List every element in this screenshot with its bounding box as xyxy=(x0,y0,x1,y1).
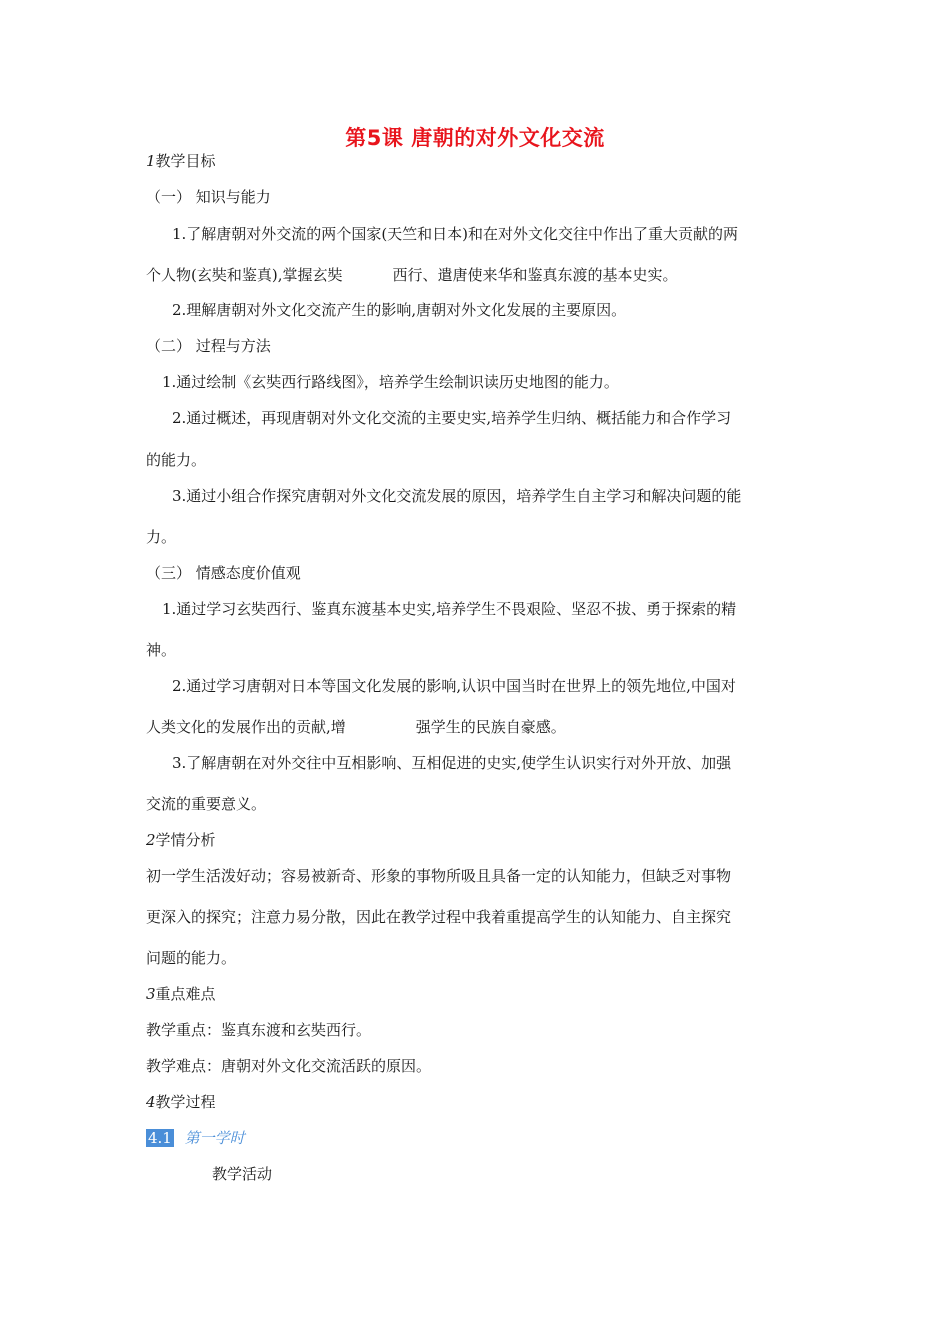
paragraph-line xyxy=(146,265,678,285)
key-point-line: 教学重点：鉴真东渡和玄奘西行。 xyxy=(146,1021,372,1039)
subsection-process: （二） 过程与方法 xyxy=(146,337,271,355)
paragraph-line: 1.了解唐朝对外交流的两个国家(天竺和日本)和在对外文化交往中作出了重大贡献的两 xyxy=(172,225,739,243)
paragraph-line: 力。 xyxy=(146,528,177,546)
teaching-activity-label: 教学活动 xyxy=(212,1165,273,1183)
paragraph-line: 2.通过概述，再现唐朝对外文化交流的主要史实,培养学生归纳、概括能力和合作学习 xyxy=(172,409,732,427)
paragraph-line: 初一学生活泼好动；容易被新奇、形象的事物所吸且具备一定的认知能力，但缺乏对事物 xyxy=(146,867,732,885)
paragraph-line: 3.了解唐朝在对外交往中互相影响、互相促进的史实,使学生认识实行对外开放、加强 xyxy=(172,754,732,772)
subsection-knowledge: （一） 知识与能力 xyxy=(146,188,271,206)
section-label: 教学目标 xyxy=(155,152,216,170)
paragraph-line: 交流的重要意义。 xyxy=(146,795,267,813)
section-heading-keypoints xyxy=(146,984,216,1004)
paragraph-line: 2.理解唐朝对外文化交流产生的影响,唐朝对外文化发展的主要原因。 xyxy=(172,301,627,319)
page-title: 第5课 唐朝的对外文化交流 xyxy=(345,126,605,150)
paragraph-line: 问题的能力。 xyxy=(146,949,237,967)
section-label: 教学过程 xyxy=(155,1093,216,1111)
section-number: 4 xyxy=(146,1093,156,1111)
section-heading-analysis xyxy=(146,830,216,850)
section-number: 2 xyxy=(146,831,156,849)
difficulty-line: 教学难点：唐朝对外文化交流活跃的原因。 xyxy=(146,1057,432,1075)
paragraph-line: 的能力。 xyxy=(146,451,207,469)
paragraph-line: 2.通过学习唐朝对日本等国文化发展的影响,认识中国当时在世界上的领先地位,中国对 xyxy=(172,677,736,695)
subsection-attitude: （三） 情感态度价值观 xyxy=(146,564,301,582)
text-run: 西行、遣唐使来华和鉴真东渡的基本史实。 xyxy=(392,266,678,284)
section-label: 重点难点 xyxy=(155,985,216,1003)
subheading-label: 第一学时 xyxy=(184,1129,245,1147)
paragraph-line: 1.通过绘制《玄奘西行路线图》，培养学生绘制识读历史地图的能力。 xyxy=(162,373,619,391)
section-number: 3 xyxy=(146,985,156,1003)
paragraph-line: 更深入的探究；注意力易分散，因此在教学过程中我着重提高学生的认知能力、自主探究 xyxy=(146,908,732,926)
section-heading-goals xyxy=(146,151,216,171)
subheading-first-lesson xyxy=(146,1128,245,1148)
subheading-number: 4.1 xyxy=(148,1129,172,1147)
text-run: 个人物(玄奘和鉴真),掌握玄奘 xyxy=(146,266,343,284)
text-run: 人类文化的发展作出的贡献,增 xyxy=(146,718,346,736)
paragraph-line: 3.通过小组合作探究唐朝对外文化交流发展的原因，培养学生自主学习和解决问题的能 xyxy=(172,487,742,505)
paragraph-line xyxy=(146,717,566,737)
section-label: 学情分析 xyxy=(155,831,216,849)
paragraph-line: 神。 xyxy=(146,641,177,659)
text-run: 强学生的民族自豪感。 xyxy=(415,718,566,736)
section-heading-process xyxy=(146,1092,216,1112)
paragraph-line: 1.通过学习玄奘西行、鉴真东渡基本史实,培养学生不畏艰险、坚忍不拔、勇于探索的精 xyxy=(162,600,737,618)
section-number: 1 xyxy=(146,152,156,170)
